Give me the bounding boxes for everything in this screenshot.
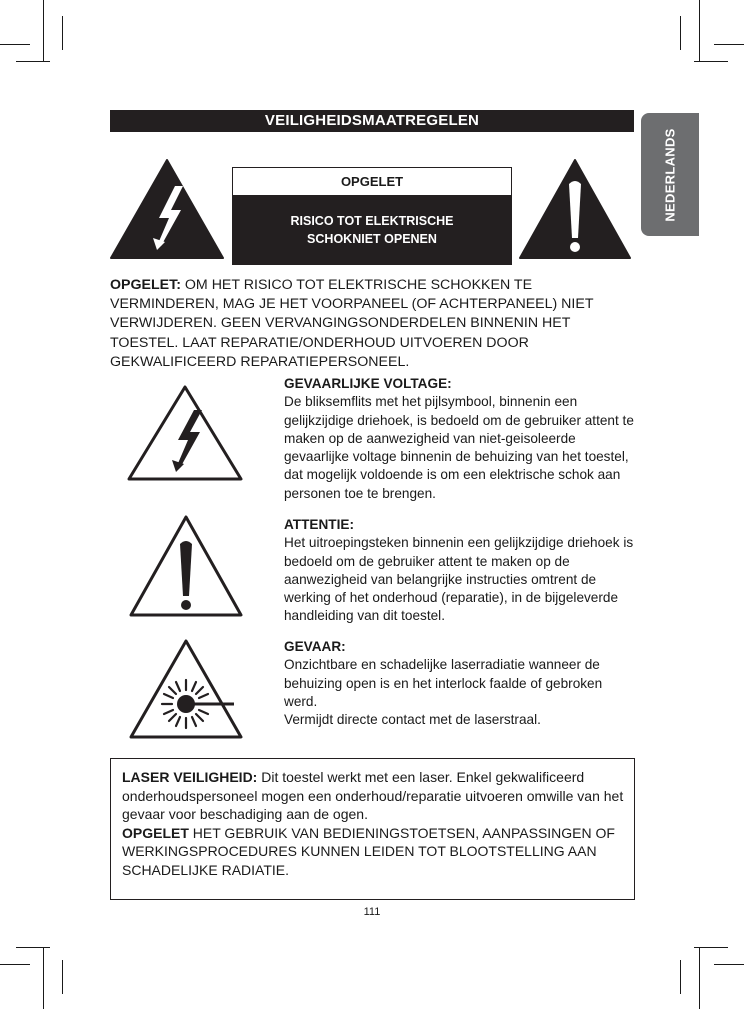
laser-safety-lead: LASER VEILIGHEID: [122, 769, 258, 785]
attention-warning-icon [128, 514, 244, 618]
crop-mark-br-h2 [694, 947, 728, 948]
voltage-text: De bliksemflits met het pijlsymbool, binnenin een gelijkzijdige driehoek, is bedoeld om de gebruiker attent te maken op de aanwezigheid van niet-geisoleerde gevaarlijke voltage binnenin de behuizing van het toestel, dat mogelijk voldoende is om een elektrische schok aan personen toe te brengen. [284, 394, 634, 501]
crop-mark-tl-v2 [62, 16, 63, 50]
section-header: VEILIGHEIDSMAATREGELEN [110, 110, 634, 132]
lightning-warning-icon [109, 158, 225, 260]
danger-text-2: Vermijdt directe contact met de laserstraal. [284, 712, 541, 728]
crop-mark-tl-v [43, 0, 44, 62]
language-tab-label: NEDERLANDS [662, 127, 678, 222]
crop-mark-br-h [714, 964, 744, 965]
danger-section [284, 638, 636, 729]
attention-title: ATTENTIE: [284, 517, 354, 532]
main-warning-lead: OPGELET: [110, 277, 181, 293]
laser-caution-text: HET GEBRUIK VAN BEDIENINGSTOETSEN, AANPASSINGEN OF WERKINGSPROCEDURES KUNNEN LEIDEN TOT BLOOTSTELLING AAN SCHADELIJKE RADIATIE. [122, 824, 615, 878]
crop-mark-tl-h2 [16, 61, 50, 62]
crop-mark-br-v2 [680, 960, 681, 994]
crop-mark-tr-v [699, 0, 700, 62]
danger-title: GEVAAR: [284, 639, 346, 654]
attention-text: Het uitroepingsteken binnenin een gelijkzijdige driehoek is bedoeld om de gebruiker attent te maken op de aanwezigheid van belangrijke instructies omtrent de werking of het onderhoud (reparatie), in de bijgeleverde handleiding van dit toestel. [284, 535, 634, 624]
main-warning [110, 276, 635, 372]
crop-mark-br-v [699, 947, 700, 1009]
attention-section [284, 516, 636, 626]
danger-text-1: Onzichtbare en schadelijke laserradiatie wanneer de behuizing open is en het interlock faalde of gebroken werd. [284, 657, 603, 709]
crop-mark-tr-v2 [680, 16, 681, 50]
laser-warning-icon [128, 638, 244, 740]
main-warning-text: OM HET RISICO TOT ELEKTRISCHE SCHOKKEN TE VERMINDEREN, MAG JE HET VOORPANEEL (OF ACHTERPANEEL) NIET VERWIJDEREN. GEEN VERVANGINGSONDERDELEN BINNENIN HET TOESTEL. LAAT REPARATIE/ONDERHOUD UITVOEREN DOOR GEKWALIFICEERD REPARATIEPERSONEEL. [110, 277, 594, 370]
caution-box-warning: RISICO TOT ELEKTRISCHE SCHOKNIET OPENEN [233, 195, 511, 264]
caution-box [232, 167, 512, 265]
exclamation-warning-icon [518, 158, 632, 260]
voltage-warning-icon [126, 384, 244, 482]
crop-mark-tr-h [714, 44, 744, 45]
crop-mark-bl-h [0, 964, 30, 965]
laser-safety-text: Dit toestel werkt met een laser. Enkel gekwalificeerd onderhoudspersoneel mogen een onderhoud/reparatie uitvoeren omwille van het gevaar voor beschadiging aan de ogen. [122, 769, 624, 822]
voltage-section [284, 375, 636, 503]
crop-mark-bl-h2 [16, 947, 50, 948]
crop-mark-bl-v2 [62, 960, 63, 994]
laser-caution-paragraph [122, 824, 624, 880]
crop-mark-tr-h2 [694, 61, 728, 62]
caution-box-title: OPGELET [233, 168, 511, 196]
page-number: 111 [363, 906, 381, 918]
language-tab [641, 113, 699, 236]
laser-caution-lead: OPGELET [122, 824, 189, 841]
crop-mark-tl-h [0, 44, 30, 45]
laser-safety-box [110, 758, 635, 900]
laser-safety-paragraph [122, 768, 624, 824]
crop-mark-bl-v [43, 947, 44, 1009]
voltage-title: GEVAARLIJKE VOLTAGE: [284, 376, 452, 391]
